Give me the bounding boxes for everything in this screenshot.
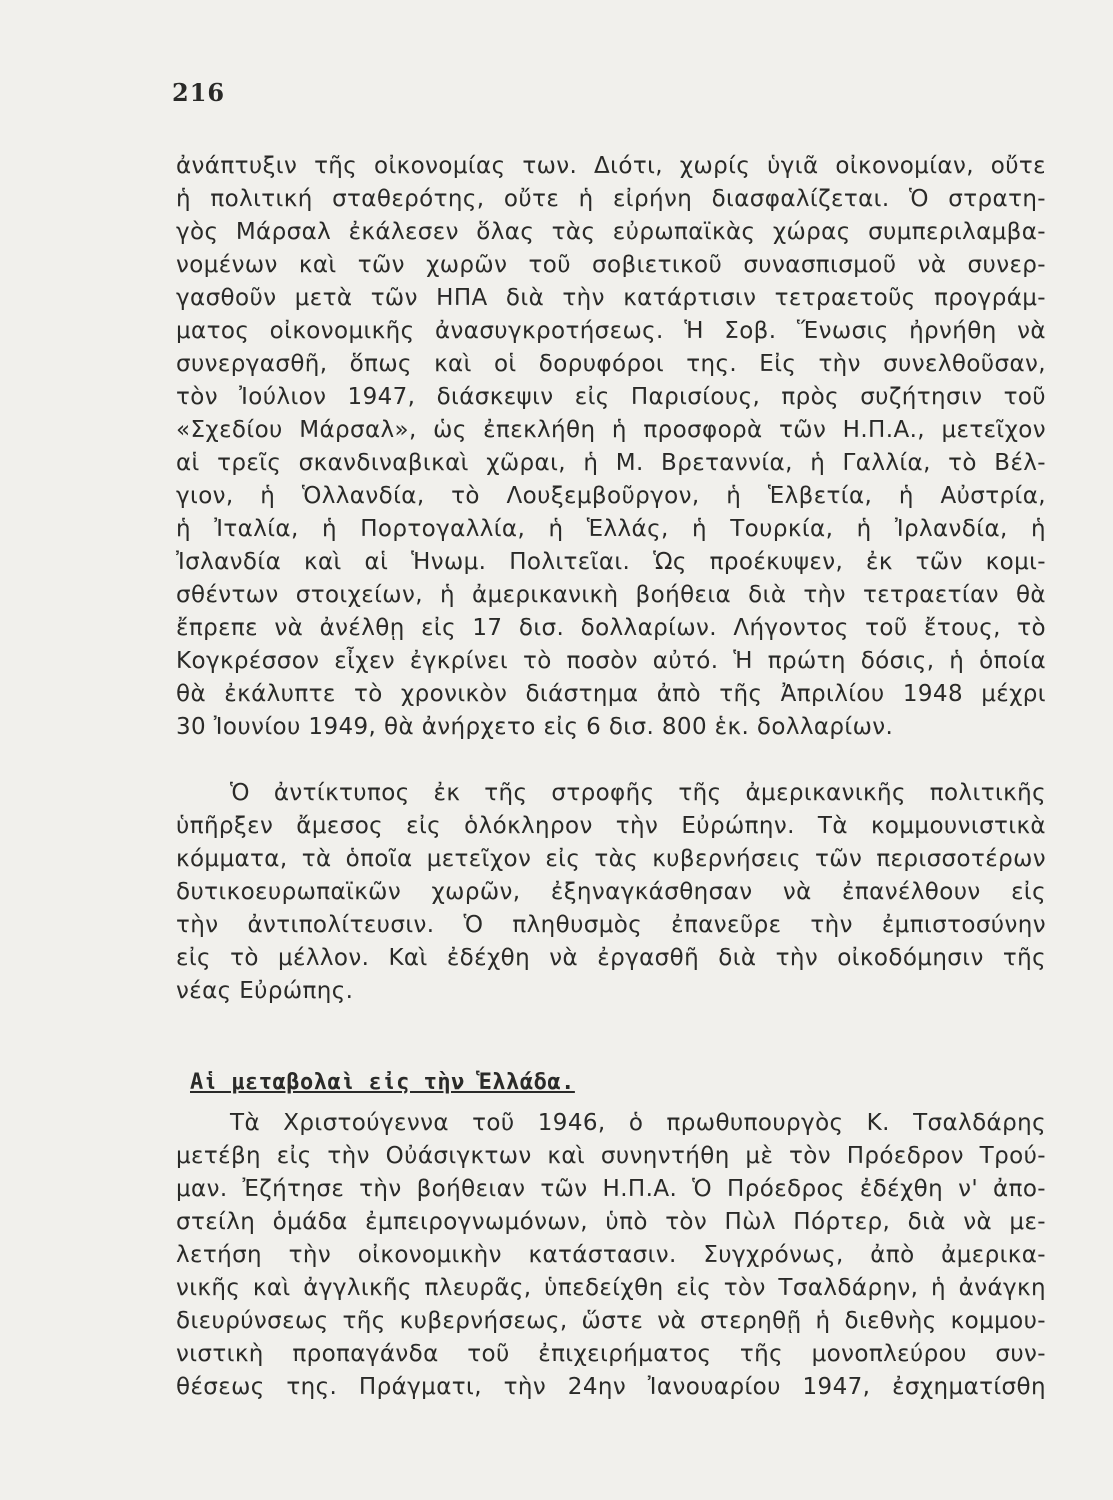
text-line: θὰ ἐκάλυπτε τὸ χρονικὸν διάστημα ἀπὸ τῆς Ἀπριλίου 1948 μέχρι bbox=[176, 681, 1046, 707]
text-line: λετήση τὴν οἰκονομικὴν κατάστασιν. Συγχρόνως, ἀπὸ ἀμερικα- bbox=[176, 1242, 1046, 1268]
text-line: ἀνάπτυξιν τῆς οἰκονομίας των. Διότι, χωρίς ὑγιᾶ οἰκονομίαν, οὔτε bbox=[176, 153, 1046, 179]
text-line: ἡ πολιτική σταθερότης, οὔτε ἡ εἰρήνη διασφαλίζεται. Ὁ στρατη- bbox=[176, 186, 1046, 212]
text-line: ματος οἰκονομικῆς ἀνασυγκροτήσεως. Ἡ Σοβ. Ἕνωσις ἠρνήθη νὰ bbox=[176, 318, 1046, 344]
text-line: γὸς Μάρσαλ ἐκάλεσεν ὅλας τὰς εὐρωπαϊκὰς χώρας συμπεριλαμβα- bbox=[176, 219, 1046, 245]
text-line: 30 Ἰουνίου 1949, θὰ ἀνήρχετο εἰς 6 δισ. 800 ἑκ. δολλαρίων. bbox=[176, 714, 894, 740]
text-line: Ὁ ἀντίκτυπος ἐκ τῆς στροφῆς τῆς ἀμερικανικῆς πολιτικῆς bbox=[230, 780, 1046, 806]
text-line: Τὰ Χριστούγεννα τοῦ 1946, ὁ πρωθυπουργὸς Κ. Τσαλδάρης bbox=[230, 1110, 1046, 1136]
text-line: δυτικοευρωπαϊκῶν χωρῶν, ἐξηναγκάσθησαν νὰ ἐπανέλθουν εἰς bbox=[176, 879, 1046, 905]
text-line: μετέβη εἰς τὴν Οὐάσιγκτων καὶ συνηντήθη μὲ τὸν Πρόεδρον Τρού- bbox=[176, 1143, 1046, 1169]
text-line: μαν. Ἐζήτησε τὴν βοήθειαν τῶν Η.Π.Α. Ὁ Πρόεδρος ἐδέχθη ν' ἀπο- bbox=[176, 1176, 1046, 1202]
text-line: σθέντων στοιχείων, ἡ ἀμερικανικὴ βοήθεια διὰ τὴν τετραετίαν θὰ bbox=[176, 582, 1046, 608]
text-line: θέσεως της. Πράγματι, τὴν 24ην Ἰανουαρίου 1947, ἐσχηματίσθη bbox=[176, 1374, 1046, 1400]
text-line: κόμματα, τὰ ὁποῖα μετεῖχον εἰς τὰς κυβερνήσεις τῶν περισσοτέρων bbox=[176, 846, 1046, 872]
text-line: Κογκρέσσον εἶχεν ἐγκρίνει τὸ ποσὸν αὐτό. Ἡ πρώτη δόσις, ἡ ὁποία bbox=[176, 648, 1046, 674]
text-line: στείλη ὁμάδα ἐμπειρογνωμόνων, ὑπὸ τὸν Πὼλ Πόρτερ, διὰ νὰ με- bbox=[176, 1209, 1046, 1235]
text-line: τὸν Ἰούλιον 1947, διάσκεψιν εἰς Παρισίους, πρὸς συζήτησιν τοῦ bbox=[176, 384, 1046, 410]
text-line: νέας Εὐρώπης. bbox=[176, 978, 354, 1004]
text-line: «Σχεδίου Μάρσαλ», ὡς ἐπεκλήθη ἡ προσφορὰ τῶν Η.Π.Α., μετεῖχον bbox=[176, 417, 1046, 443]
text-line: τὴν ἀντιπολίτευσιν. Ὁ πληθυσμὸς ἐπανεῦρε τὴν ἐμπιστοσύνην bbox=[176, 912, 1046, 938]
text-line: ὑπῆρξεν ἄμεσος εἰς ὁλόκληρον τὴν Εὐρώπην. Τὰ κομμουνιστικὰ bbox=[176, 813, 1046, 839]
text-line: ἔπρεπε νὰ ἀνέλθῃ εἰς 17 δισ. δολλαρίων. Λήγοντος τοῦ ἔτους, τὸ bbox=[176, 615, 1046, 641]
text-line: ἡ Ἰταλία, ἡ Πορτογαλλία, ἡ Ἑλλάς, ἡ Τουρκία, ἡ Ἰρλανδία, ἡ bbox=[176, 516, 1046, 542]
text-line: νομένων καὶ τῶν χωρῶν τοῦ σοβιετικοῦ συνασπισμοῦ νὰ συνερ- bbox=[176, 252, 1046, 278]
text-line: αἱ τρεῖς σκανδιναβικαὶ χῶραι, ἡ Μ. Βρεταννία, ἡ Γαλλία, τὸ Βέλ- bbox=[176, 450, 1046, 476]
text-line: γασθοῦν μετὰ τῶν ΗΠΑ διὰ τὴν κατάρτισιν τετραετοῦς προγράμ- bbox=[176, 285, 1046, 311]
text-line: νιστικὴ προπαγάνδα τοῦ ἐπιχειρήματος τῆς μονοπλεύρου συν- bbox=[176, 1341, 1046, 1367]
text-line: νικῆς καὶ ἀγγλικῆς πλευρᾶς, ὑπεδείχθη εἰς τὸν Τσαλδάρην, ἡ ἀνάγκη bbox=[176, 1275, 1046, 1301]
page-number: 216 bbox=[172, 78, 226, 107]
text-line: διευρύνσεως τῆς κυβερνήσεως, ὥστε νὰ στερηθῇ ἡ διεθνὴς κομμου- bbox=[176, 1308, 1046, 1334]
section-heading: Αἱ μεταβολαὶ εἰς τὴν Ἑλλάδα. bbox=[190, 1070, 575, 1095]
text-line: συνεργασθῆ, ὅπως καὶ οἱ δορυφόροι της. Εἰς τὴν συνελθοῦσαν, bbox=[176, 351, 1046, 377]
text-line: Ἰσλανδία καὶ αἱ Ἡνωμ. Πολιτεῖαι. Ὡς προέκυψεν, ἐκ τῶν κομι- bbox=[176, 549, 1046, 575]
text-line: γιον, ἡ Ὁλλανδία, τὸ Λουξεμβοῦργον, ἡ Ἑλβετία, ἡ Αὐστρία, bbox=[176, 483, 1046, 509]
text-line: εἰς τὸ μέλλον. Καὶ ἐδέχθη νὰ ἐργασθῆ διὰ τὴν οἰκοδόμησιν τῆς bbox=[176, 945, 1046, 971]
